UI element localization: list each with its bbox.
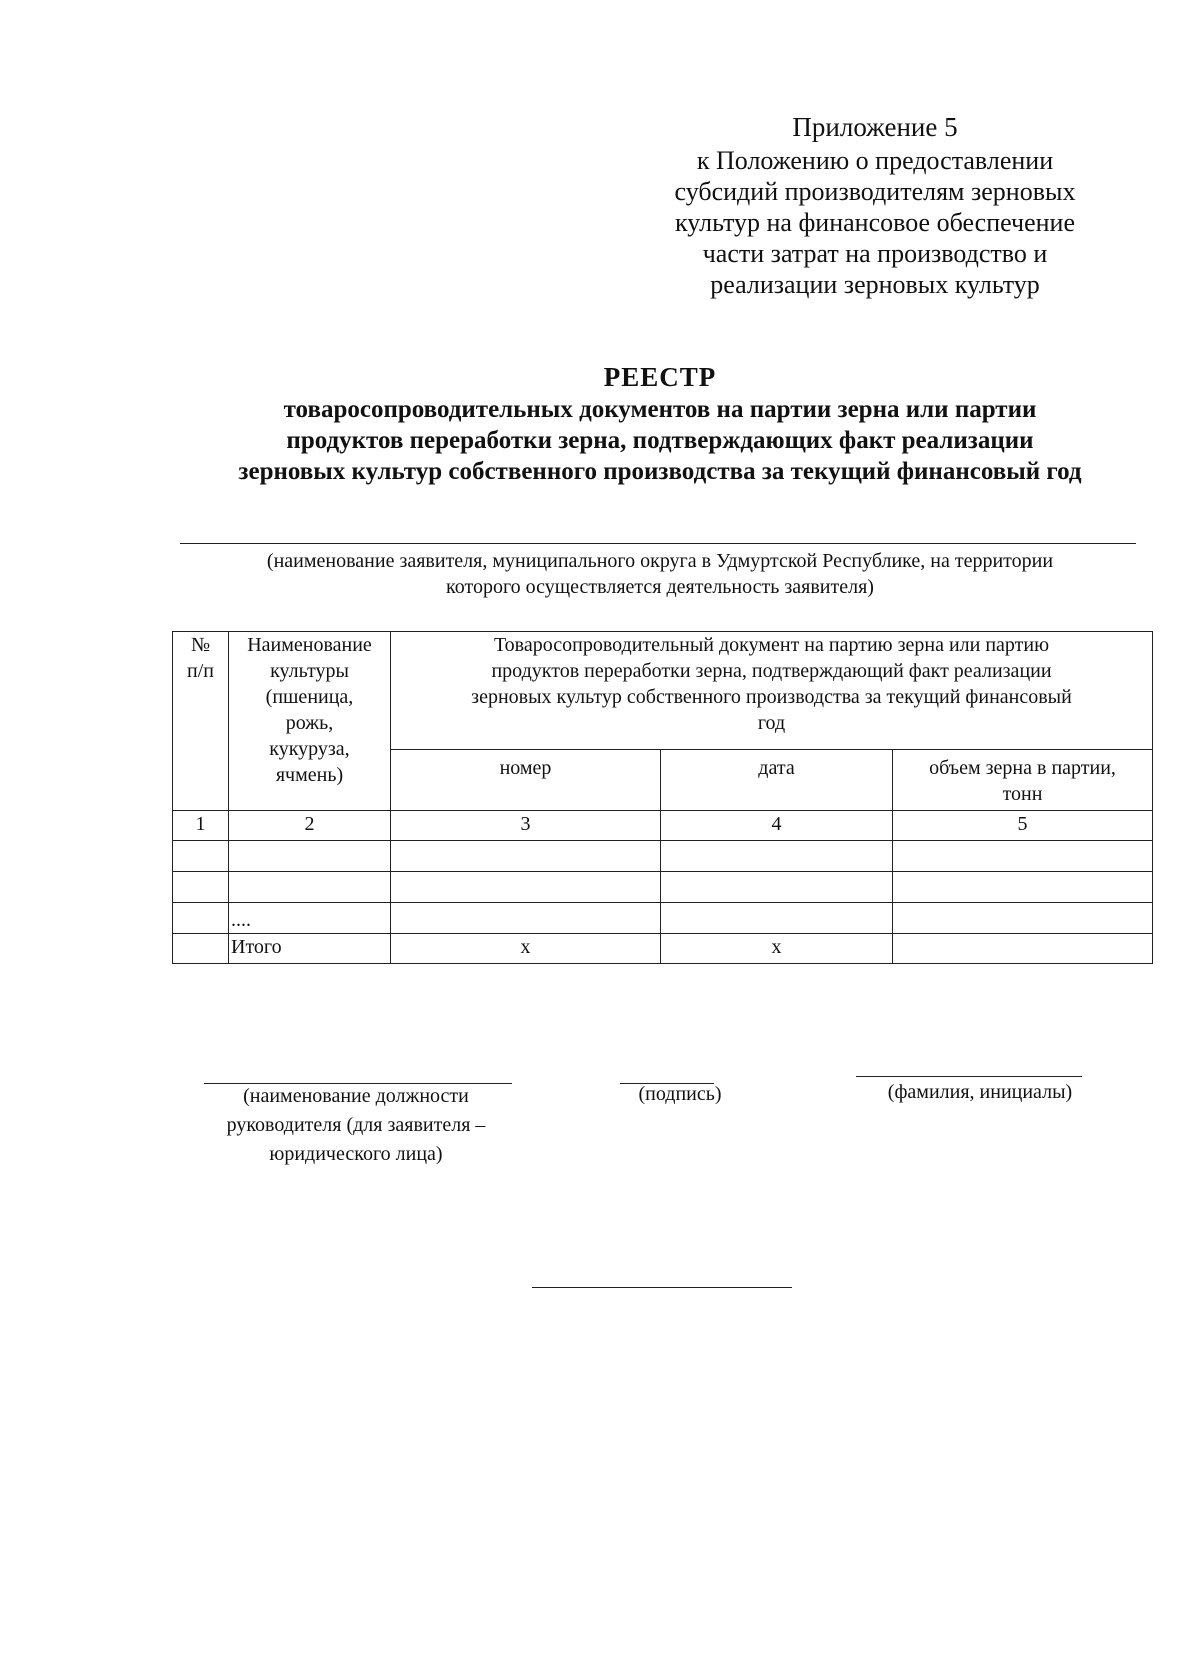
cell — [229, 841, 391, 872]
cell — [391, 903, 661, 934]
signature-caption: (подпись) — [638, 1083, 722, 1105]
total-row — [173, 934, 1153, 964]
table-row — [173, 841, 1153, 872]
cell — [173, 872, 229, 903]
total-number: x — [391, 934, 661, 964]
registry-table — [172, 631, 1153, 964]
cell — [391, 841, 661, 872]
header-no: № п/п — [173, 632, 229, 811]
title-line: товаросопроводительных документов на партии зерна или партии — [283, 396, 1037, 423]
total-volume — [893, 934, 1153, 964]
total-date: x — [661, 934, 893, 964]
table-row — [173, 903, 1153, 934]
table-row — [173, 872, 1153, 903]
cell — [661, 841, 893, 872]
header-date: дата — [661, 749, 893, 810]
cell — [893, 841, 1153, 872]
header-row — [173, 632, 1153, 750]
document-title — [160, 360, 1160, 487]
header-culture: Наименование культуры (пшеница, рожь, кукуруза, ячмень) — [229, 632, 391, 811]
numbering-row — [173, 811, 1153, 841]
title-line: зерновых культур собственного производства за текущий финансовый год — [238, 458, 1082, 485]
appendix-line: культур на финансовое обеспечение — [675, 208, 1075, 237]
title-line: продуктов переработки зерна, подтверждающих факт реализации — [286, 427, 1034, 454]
title-main: РЕЕСТР — [603, 362, 717, 392]
cell — [173, 841, 229, 872]
header-number: номер — [391, 749, 661, 810]
appendix-line: субсидий производителям зерновых — [674, 177, 1076, 206]
name-caption: (фамилия, инициалы) — [887, 1081, 1073, 1103]
caption-line: (наименование заявителя, муниципального округа в Удмуртской Республике, на территории — [266, 550, 1054, 572]
num-cell: 3 — [391, 811, 661, 841]
cell — [173, 934, 229, 964]
signature-position-caption: (наименование должности руководителя (для заявителя – юридического лица) — [226, 1085, 486, 1165]
total-label: Итого — [229, 934, 391, 964]
cell — [173, 903, 229, 934]
num-cell: 4 — [661, 811, 893, 841]
name-line — [856, 1076, 1082, 1077]
appendix-line: части затрат на производство и — [702, 239, 1048, 268]
header-group: Товаросопроводительный документ на партию зерна или партию продуктов переработки зерна, подтверждающий факт реализации зерновых культур собственного производства за текущий финансовый год — [391, 632, 1153, 750]
appendix-number: Приложение 5 — [792, 112, 958, 142]
num-cell: 1 — [173, 811, 229, 841]
cell — [893, 903, 1153, 934]
caption-line: которого осуществляется деятельность заявителя) — [446, 576, 874, 598]
cell — [661, 872, 893, 903]
applicant-name-line — [180, 543, 1136, 544]
appendix-block — [630, 112, 1120, 300]
cell — [661, 903, 893, 934]
cell — [391, 872, 661, 903]
ellipsis-cell: .... — [229, 903, 391, 934]
num-cell: 5 — [893, 811, 1153, 841]
cell — [229, 872, 391, 903]
cell — [893, 872, 1153, 903]
num-cell: 2 — [229, 811, 391, 841]
bottom-line — [532, 1287, 792, 1288]
header-volume: объем зерна в партии, тонн — [893, 749, 1153, 810]
appendix-line: к Положению о предоставлении — [696, 146, 1054, 175]
applicant-caption — [170, 548, 1150, 600]
appendix-line: реализации зерновых культур — [710, 270, 1040, 299]
